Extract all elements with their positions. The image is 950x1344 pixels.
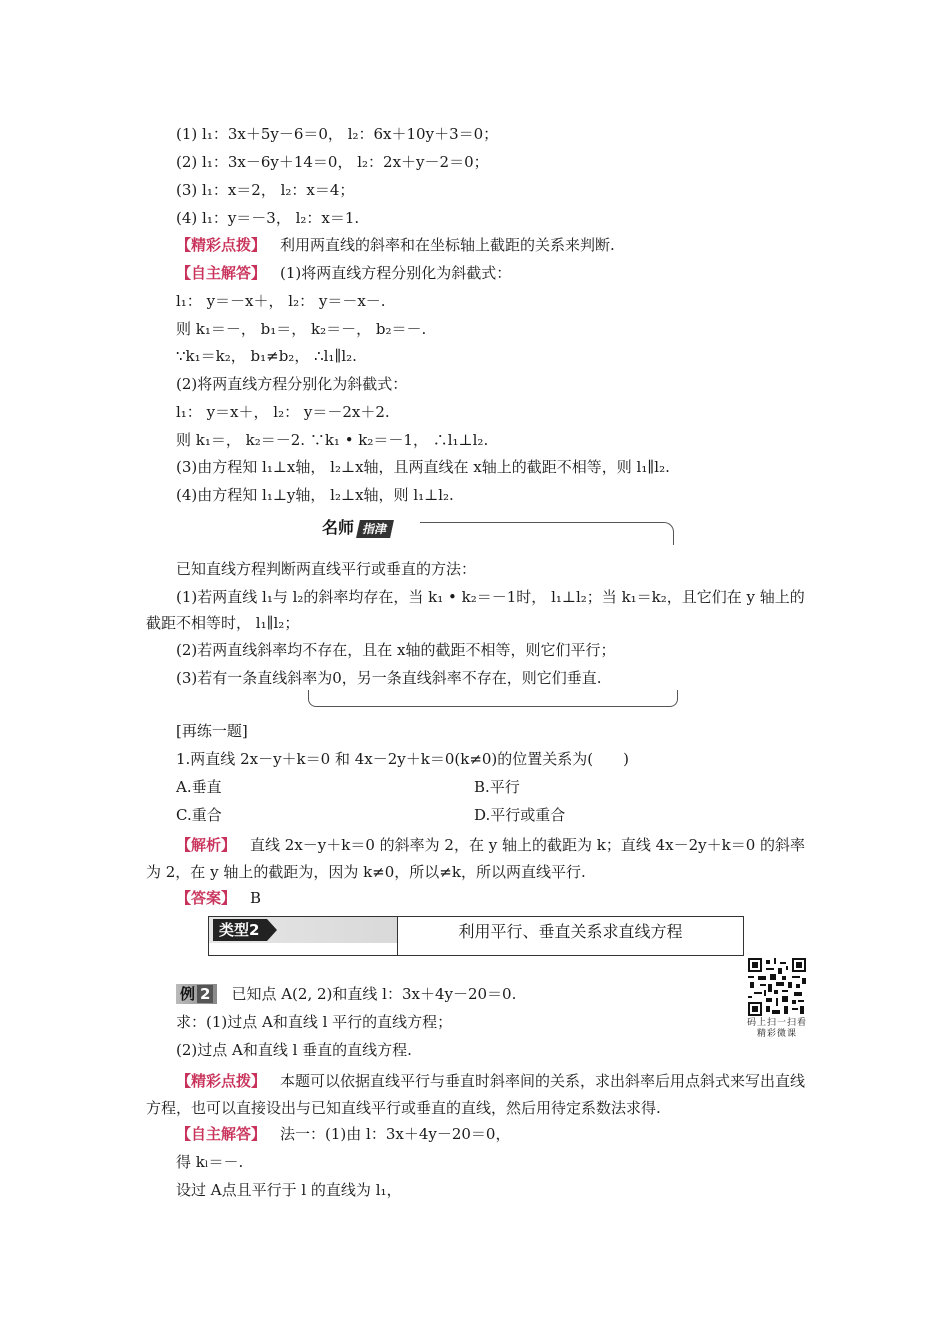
badge-number: 2 [197, 985, 213, 1003]
hint-tag: 【精彩点拨】 [176, 236, 267, 254]
option-b: B.平行 [474, 778, 520, 796]
example-solution [176, 1124, 510, 1144]
teacher-guide-header [308, 514, 674, 548]
header-rule [420, 522, 674, 545]
solution-line-3: ∵k₁＝k₂， b₁≠b₂， ∴l₁∥l₂. [176, 347, 357, 365]
teacher-point-2: (2)若两直线斜率均不存在，且在 x轴的截距不相等，则它们平行； [176, 641, 616, 659]
problem-line-4: (4) l₁：y＝－3， l₂：x＝1. [176, 209, 360, 227]
example-question-2: (2)过点 A和直线 l 垂直的直线方程. [176, 1041, 412, 1059]
badge-text: 例 [180, 985, 196, 1003]
solution-line-2: 则 k₁＝－， b₁＝， k₂＝－， b₂＝－. [176, 320, 427, 338]
analysis-tag: 【解析】 [176, 836, 237, 854]
answer-text: (1)将两直线方程分别化为斜截式： [280, 264, 512, 282]
answer-1 [176, 263, 511, 283]
example-sol-tag: 【自主解答】 [176, 1125, 267, 1143]
type-label-bar [209, 917, 397, 943]
example-solution-line-3: 设过 A点且平行于 l 的直线为 l₁， [176, 1181, 402, 1199]
problem-line-2: (2) l₁：3x－6y＋14＝0， l₂：2x＋y－2＝0； [176, 153, 489, 171]
answer-value: B [250, 889, 262, 907]
solution-line-1: l₁： y＝－x＋， l₂： y＝－x－. [176, 292, 386, 310]
teacher-guide-caption [316, 516, 398, 540]
solution-line-8: (4)由方程知 l₁⊥y轴， l₂⊥x轴，则 l₁⊥l₂. [176, 486, 454, 504]
solution-line-6: 则 k₁＝， k₂＝－2. ∵k₁ • k₂＝－1， ∴l₁⊥l₂. [176, 431, 489, 449]
example-hint-tag: 【精彩点拨】 [176, 1072, 267, 1090]
teacher-point-3: (3)若有一条直线斜率为0，另一条直线斜率不存在，则它们垂直. [176, 669, 602, 687]
problem-line-1: (1) l₁：3x＋5y－6＝0， l₂：6x＋10y＋3＝0； [176, 125, 499, 143]
example-text: 已知点 A(2, 2)和直线 l：3x＋4y－20＝0. [231, 985, 517, 1003]
practice-question: 1.两直线 2x－y＋k＝0 和 4x－2y＋k＝0(k≠0)的位置关系为( ) [176, 750, 629, 768]
option-c: C.重合 [176, 806, 222, 824]
example-solution-line-2: 得 kₗ＝－. [176, 1153, 244, 1171]
qr-code-icon[interactable] [748, 958, 806, 1016]
solution-line-7: (3)由方程知 l₁⊥x轴， l₂⊥x轴，且两直线在 x轴上的截距不相等，则 l₁∥l₂. [176, 458, 670, 476]
example-sol-text: 法一：(1)由 l：3x＋4y－20＝0， [280, 1125, 511, 1143]
type-2-box [208, 916, 744, 956]
hint-text: 利用两直线的斜率和在坐标轴上截距的关系来判断. [280, 236, 615, 254]
type-label: 类型2 [213, 919, 267, 941]
example-badge [176, 984, 217, 1004]
option-a: A.垂直 [176, 778, 222, 796]
solution-line-4: (2)将两直线方程分别化为斜截式： [176, 375, 408, 393]
practice-answer [176, 888, 261, 908]
option-d: D.平行或重合 [474, 806, 566, 824]
example-question-1: 求：(1)过点 A和直线 l 平行的直线方程； [176, 1013, 453, 1031]
teacher-point-1: (1)若两直线 l₁与 l₂的斜率均存在，当 k₁ • k₂＝－1时， l₁⊥l₂；当 k₁＝k₂，且它们在 y 轴上的截距不相等时， l₁∥l₂； [146, 588, 805, 632]
practice-analysis [146, 832, 810, 886]
solution-line-5: l₁： y＝x＋， l₂： y＝－2x＋2. [176, 403, 390, 421]
answer-tag-2: 【答案】 [176, 889, 237, 907]
teacher-guide-footer [308, 690, 678, 707]
answer-tag: 【自主解答】 [176, 264, 267, 282]
example-hint [146, 1068, 810, 1122]
example-hint-text: 本题可以依据直线平行与垂直时斜率间的关系，求出斜率后用点斜式来写出直线方程，也可以直接设出与已知直线平行或垂直的直线，然后用待定系数法求得. [146, 1072, 806, 1117]
caption-highlight: 指津 [356, 520, 394, 538]
practice-header: [再练一题] [176, 722, 248, 740]
teacher-intro: 已知直线方程判断两直线平行或垂直的方法： [176, 560, 477, 578]
type-title: 利用平行、垂直关系求直线方程 [458, 922, 683, 941]
hint-1 [176, 235, 615, 255]
example-2 [176, 984, 516, 1004]
caption-text: 名师 [322, 518, 355, 537]
analysis-text: 直线 2x－y＋k＝0 的斜率为 2，在 y 轴上的截距为 k；直线 4x－2y＋k＝0 的斜率为 2，在 y 轴上的截距为，因为 k≠0，所以≠k，所以两直线平行. [146, 836, 806, 881]
qr-caption: 码上扫一扫看精彩微课 [746, 1018, 807, 1039]
problem-line-3: (3) l₁：x＝2， l₂：x＝4； [176, 181, 355, 199]
